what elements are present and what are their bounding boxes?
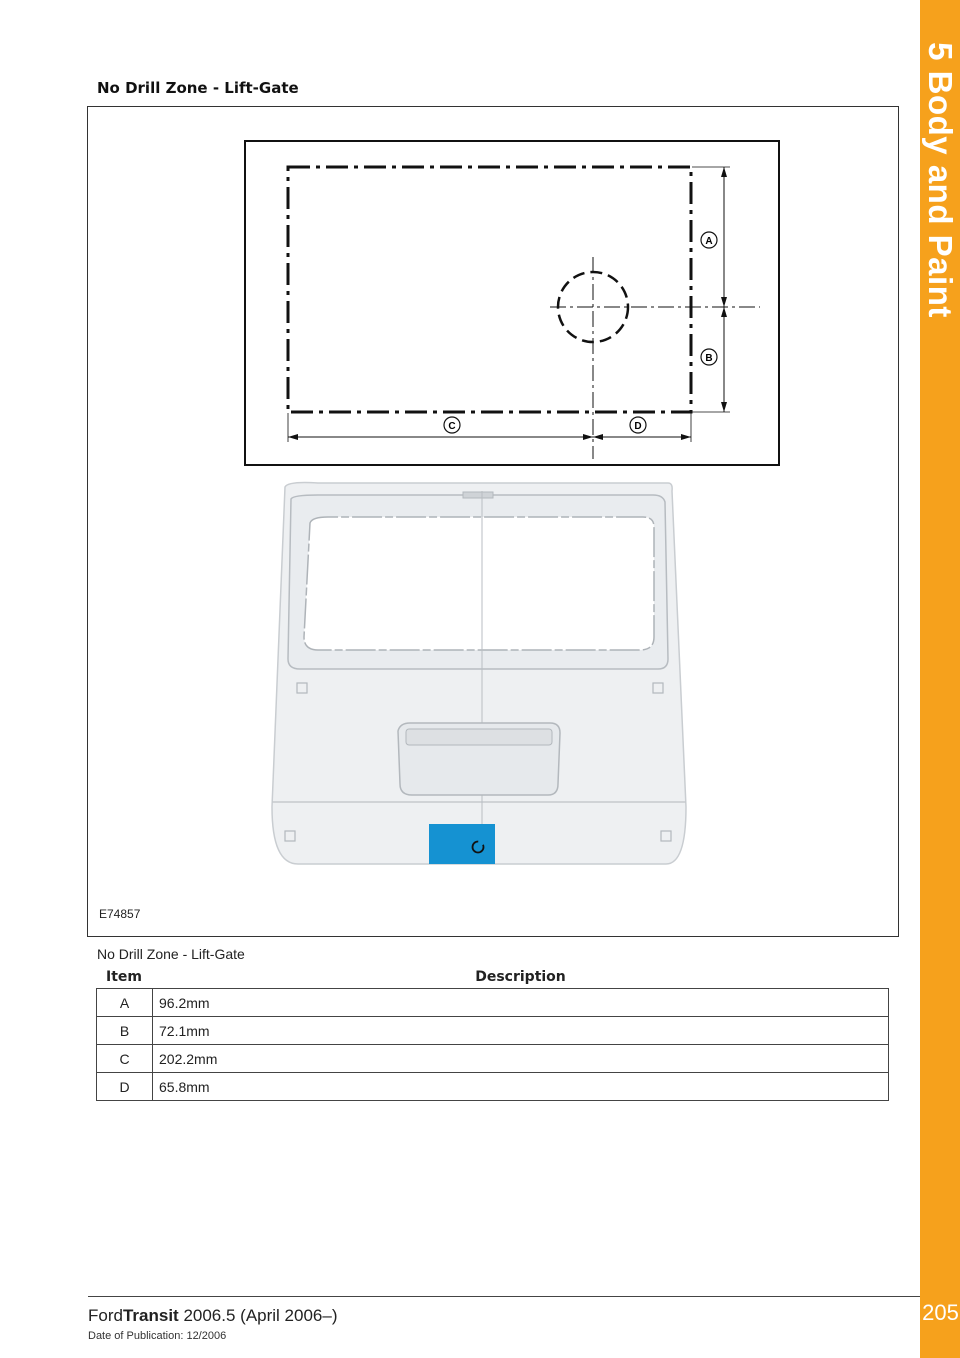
- row-description: 65.8mm: [153, 1073, 889, 1101]
- svg-text:D: D: [634, 421, 642, 432]
- table-header: [96, 966, 889, 988]
- row-description: 72.1mm: [153, 1017, 889, 1045]
- table-row: [97, 989, 889, 1017]
- section-heading: No Drill Zone - Lift-Gate: [97, 79, 299, 97]
- page-number: 205: [922, 1300, 959, 1325]
- table-row: [97, 1073, 889, 1101]
- header-description: Description: [475, 969, 566, 985]
- spec-table: [96, 966, 889, 1101]
- figure-id: E74857: [99, 907, 141, 921]
- footer-title: [88, 1306, 338, 1326]
- row-description: 96.2mm: [153, 989, 889, 1017]
- footer-brand: Ford: [88, 1306, 123, 1325]
- footer-edition: 2006.5 (April 2006–): [178, 1306, 338, 1325]
- table-row: [97, 1045, 889, 1073]
- callout-a: [701, 232, 717, 248]
- callout-b: [701, 349, 717, 365]
- detail-view-box: [245, 141, 779, 465]
- footer-model: Transit: [122, 1306, 179, 1325]
- svg-text:A: A: [705, 236, 713, 247]
- row-item: B: [97, 1017, 153, 1045]
- callout-d: [630, 417, 646, 433]
- lift-gate-diagram: [88, 107, 900, 938]
- table-caption: No Drill Zone - Lift-Gate: [97, 946, 245, 962]
- spec-table-body: [96, 988, 889, 1101]
- figure-frame: [87, 106, 899, 937]
- drill-zone-highlight: [429, 824, 495, 864]
- publication-date: Date of Publication: 12/2006: [88, 1330, 227, 1342]
- footer-rule: [88, 1296, 920, 1297]
- row-item: A: [97, 989, 153, 1017]
- chapter-title-text: 5 Body and Paint: [922, 42, 959, 318]
- chapter-tab-title: [920, 0, 960, 360]
- callout-c: [444, 417, 460, 433]
- svg-text:C: C: [448, 421, 456, 432]
- row-item: C: [97, 1045, 153, 1073]
- table-row: [97, 1017, 889, 1045]
- svg-text:B: B: [705, 353, 713, 364]
- header-item: Item: [106, 969, 142, 985]
- row-item: D: [97, 1073, 153, 1101]
- lift-gate-illustration: [272, 483, 686, 865]
- row-description: 202.2mm: [153, 1045, 889, 1073]
